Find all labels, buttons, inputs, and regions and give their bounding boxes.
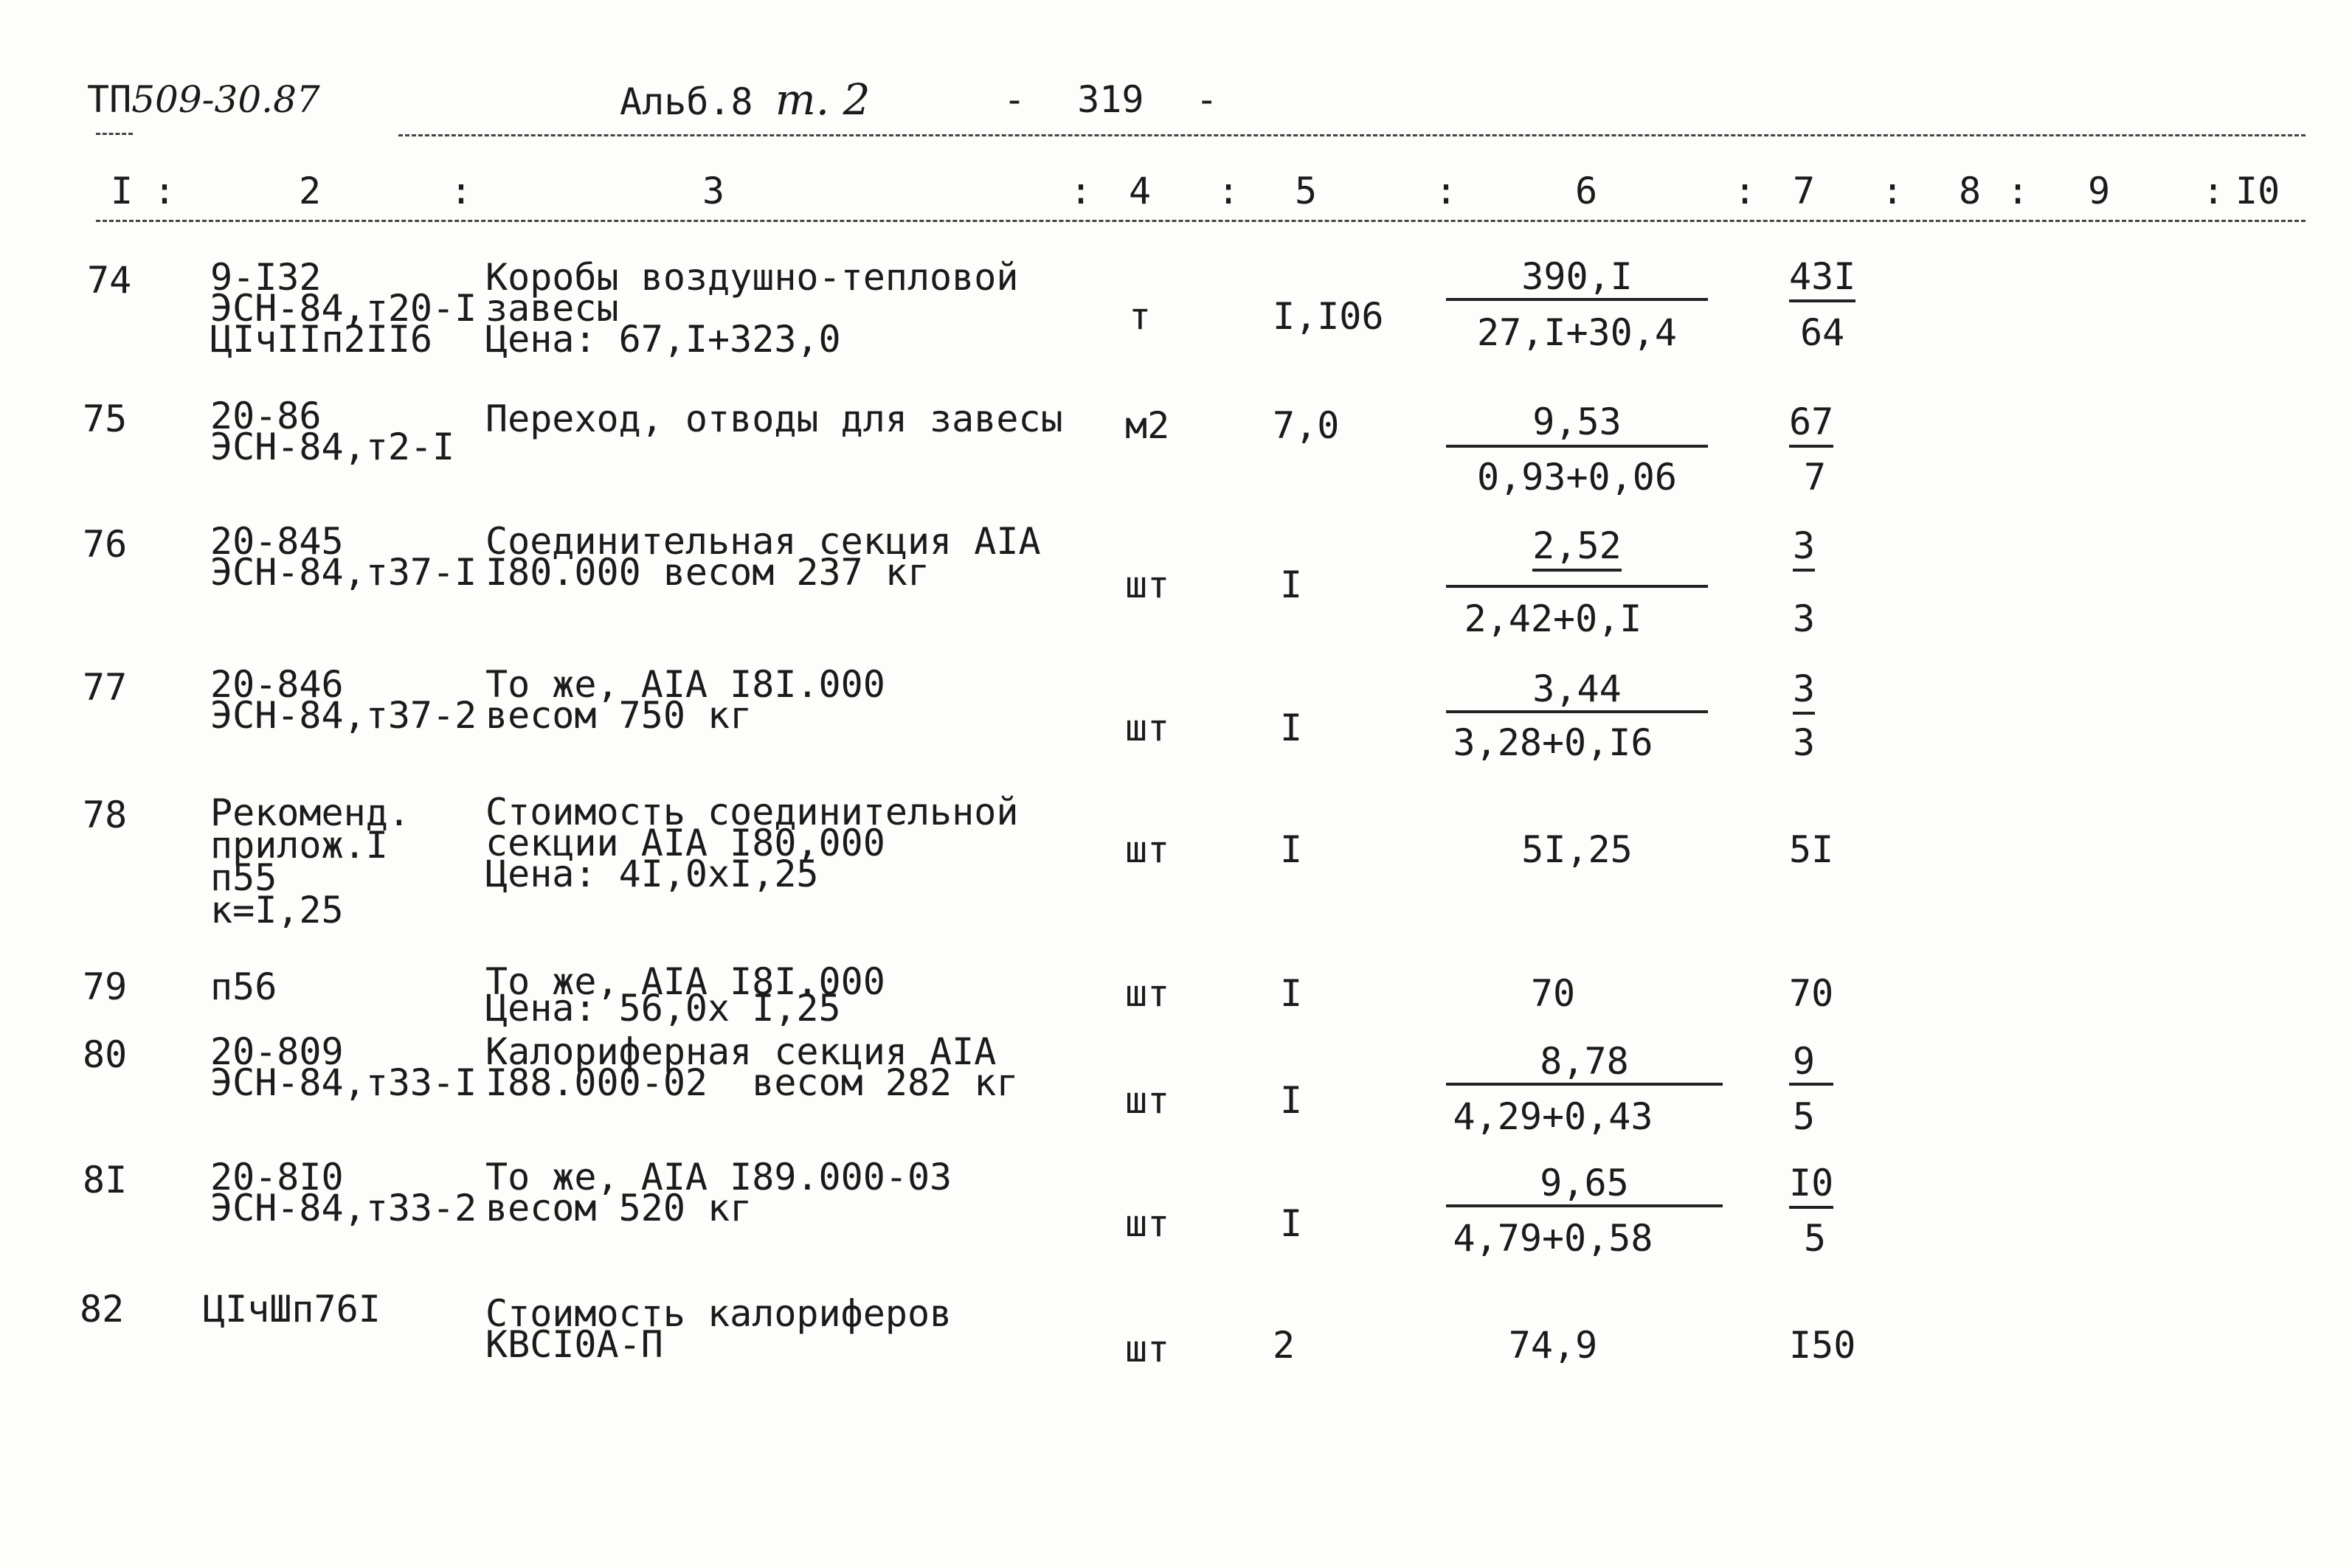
row-number: 78 — [83, 794, 128, 836]
unit-cost-total: 8,78 — [1540, 1040, 1629, 1083]
quantity: 2 — [1273, 1324, 1296, 1367]
column-number: 3 — [702, 170, 725, 212]
code-typed: ТП — [87, 78, 132, 121]
total-cost-value: I0 — [1789, 1162, 1833, 1209]
album-typed: Альб.8 — [620, 80, 753, 123]
quantity: I — [1280, 1202, 1303, 1245]
total-cost: 9 — [1793, 1040, 1816, 1083]
unit: шт — [1125, 1202, 1170, 1245]
unit-cost-total: 390,I — [1521, 255, 1633, 298]
divider — [398, 134, 2306, 136]
description: То же, AIA I8I.000 Цена: 56,0x I,25 — [485, 960, 885, 1030]
column-number: 5 — [1295, 170, 1318, 212]
total-cost: 5I — [1789, 828, 1834, 871]
description: То же, AIA I8I.000 весом 750 кг — [485, 663, 885, 737]
unit: шт — [1125, 972, 1170, 1015]
unit-cost-total-value: 2,52 — [1532, 524, 1621, 572]
fraction-line — [1446, 445, 1708, 448]
total-breakdown: 5 — [1793, 1095, 1816, 1138]
column-separator: : — [1734, 170, 1757, 212]
unit-cost-breakdown: 4,79+0,58 — [1453, 1217, 1653, 1260]
unit-cost-breakdown: 4,29+0,43 — [1453, 1095, 1653, 1138]
fraction-line — [1789, 1083, 1833, 1086]
column-number: 7 — [1793, 170, 1816, 212]
row-number: 74 — [87, 259, 132, 302]
total-cost — [1793, 669, 1815, 709]
quantity: I — [1280, 563, 1303, 606]
total-cost: I50 — [1789, 1324, 1856, 1367]
column-separator: : — [2007, 170, 2030, 212]
column-separator: : — [1070, 170, 1093, 212]
column-number: 9 — [2088, 170, 2111, 212]
column-number: 8 — [1959, 170, 1982, 212]
column-number: 2 — [299, 170, 322, 212]
unit-cost-total: 3,44 — [1532, 667, 1622, 710]
total-cost — [1793, 526, 1815, 566]
total-breakdown: 7 — [1804, 456, 1827, 499]
unit: шт — [1125, 1079, 1170, 1122]
column-number: I0 — [2235, 170, 2280, 212]
column-separator: : — [1435, 170, 1458, 212]
total-breakdown: 5 — [1804, 1217, 1827, 1260]
total-cost-value: 3 — [1793, 667, 1815, 715]
description: Стоимость соединительной секции AIA I80,000 Цена: 4I,0xI,25 — [485, 791, 1019, 895]
total-breakdown: 3 — [1793, 721, 1816, 764]
divider — [96, 133, 133, 135]
album-part-handwritten: т. 2 — [775, 74, 871, 125]
row-number: 79 — [83, 965, 128, 1008]
page-number: - 319 - — [1003, 78, 1218, 121]
unit: шт — [1125, 1328, 1170, 1370]
column-separator: : — [2202, 170, 2225, 212]
fraction-line — [1446, 298, 1708, 301]
norm-reference: 20-845 ЭСН-84,т37-I — [210, 520, 477, 594]
norm-reference: Рекоменд. прилож.I п55 к=I,25 — [210, 791, 410, 932]
unit-cost-total: 9,53 — [1532, 400, 1622, 443]
unit-cost-total — [1446, 526, 1708, 566]
quantity: I — [1280, 828, 1303, 871]
total-cost — [1789, 402, 1833, 442]
column-separator: : — [1881, 170, 1904, 212]
column-separator: : — [153, 170, 176, 212]
album-label — [620, 74, 871, 125]
norm-reference: 20-86 ЭСН-84,т2-I — [210, 395, 455, 468]
unit: т — [1129, 295, 1152, 338]
unit-cost-breakdown: 0,93+0,06 — [1477, 456, 1677, 499]
description: Соединительная секция AIA I80.000 весом 237 кг — [485, 520, 1041, 594]
norm-reference: 20-809 ЭСН-84,т33-I — [210, 1030, 477, 1104]
document-code — [87, 80, 320, 119]
column-separator: : — [1217, 170, 1240, 212]
row-number: 82 — [80, 1288, 125, 1331]
total-cost: 70 — [1789, 972, 1834, 1015]
description: То же, AIA I89.000-03 весом 520 кг — [485, 1156, 952, 1229]
unit-cost: 5I,25 — [1521, 828, 1633, 871]
quantity: I,I06 — [1273, 295, 1384, 338]
row-number: 8I — [83, 1159, 128, 1201]
total-cost — [1789, 1163, 1833, 1203]
unit: шт — [1125, 563, 1170, 606]
column-number: 4 — [1129, 170, 1152, 212]
fraction-line — [1446, 585, 1708, 588]
unit: м2 — [1125, 404, 1170, 447]
unit-cost-breakdown: 2,42+0,I — [1464, 597, 1642, 640]
description: Калориферная секция AIA I88.000-02 весом 282 кг — [485, 1030, 1019, 1104]
quantity: I — [1280, 972, 1303, 1015]
unit-cost-total: 9,65 — [1540, 1162, 1629, 1204]
column-number: 6 — [1575, 170, 1598, 212]
total-cost-value: 43I — [1789, 255, 1855, 302]
unit-cost: 74,9 — [1508, 1324, 1598, 1367]
unit: шт — [1125, 828, 1170, 871]
description: Стоимость калориферов КВСI0А-П — [485, 1292, 952, 1366]
divider — [96, 220, 2306, 222]
total-cost-value: 3 — [1793, 524, 1815, 572]
norm-reference: 20-8I0 ЭСН-84,т33-2 — [210, 1156, 477, 1229]
column-number: I — [111, 170, 134, 212]
unit-cost: 70 — [1530, 972, 1576, 1015]
row-number: 76 — [83, 523, 128, 566]
total-breakdown: 64 — [1800, 311, 1845, 354]
total-cost-value: 67 — [1789, 400, 1833, 448]
unit-cost-breakdown: 27,I+30,4 — [1477, 311, 1677, 354]
fraction-line — [1446, 710, 1708, 713]
fraction-line — [1446, 1083, 1723, 1086]
quantity: 7,0 — [1273, 404, 1340, 447]
unit: шт — [1125, 707, 1170, 749]
norm-reference: п56 — [210, 965, 277, 1008]
total-cost — [1789, 257, 1855, 296]
unit-cost-breakdown: 3,28+0,I6 — [1453, 721, 1653, 764]
norm-reference: ЦIчШп76I — [203, 1288, 381, 1331]
column-separator: : — [450, 170, 473, 212]
code-handwritten: 509-30.87 — [131, 78, 320, 121]
total-breakdown: 3 — [1793, 597, 1816, 640]
quantity: I — [1280, 1079, 1303, 1122]
norm-reference: 20-846 ЭСН-84,т37-2 — [210, 663, 477, 737]
row-number: 77 — [83, 666, 128, 709]
quantity: I — [1280, 707, 1303, 749]
norm-reference: 9-I32 ЭСН-84,т20-I ЦIчIIп2II6 — [210, 256, 477, 361]
fraction-line — [1446, 1204, 1723, 1207]
description: Переход, отводы для завесы — [485, 398, 1063, 440]
description: Коробы воздушно-тепловой завесы Цена: 67,I+323,0 — [485, 256, 1019, 361]
row-number: 80 — [83, 1033, 128, 1076]
row-number: 75 — [83, 398, 128, 440]
